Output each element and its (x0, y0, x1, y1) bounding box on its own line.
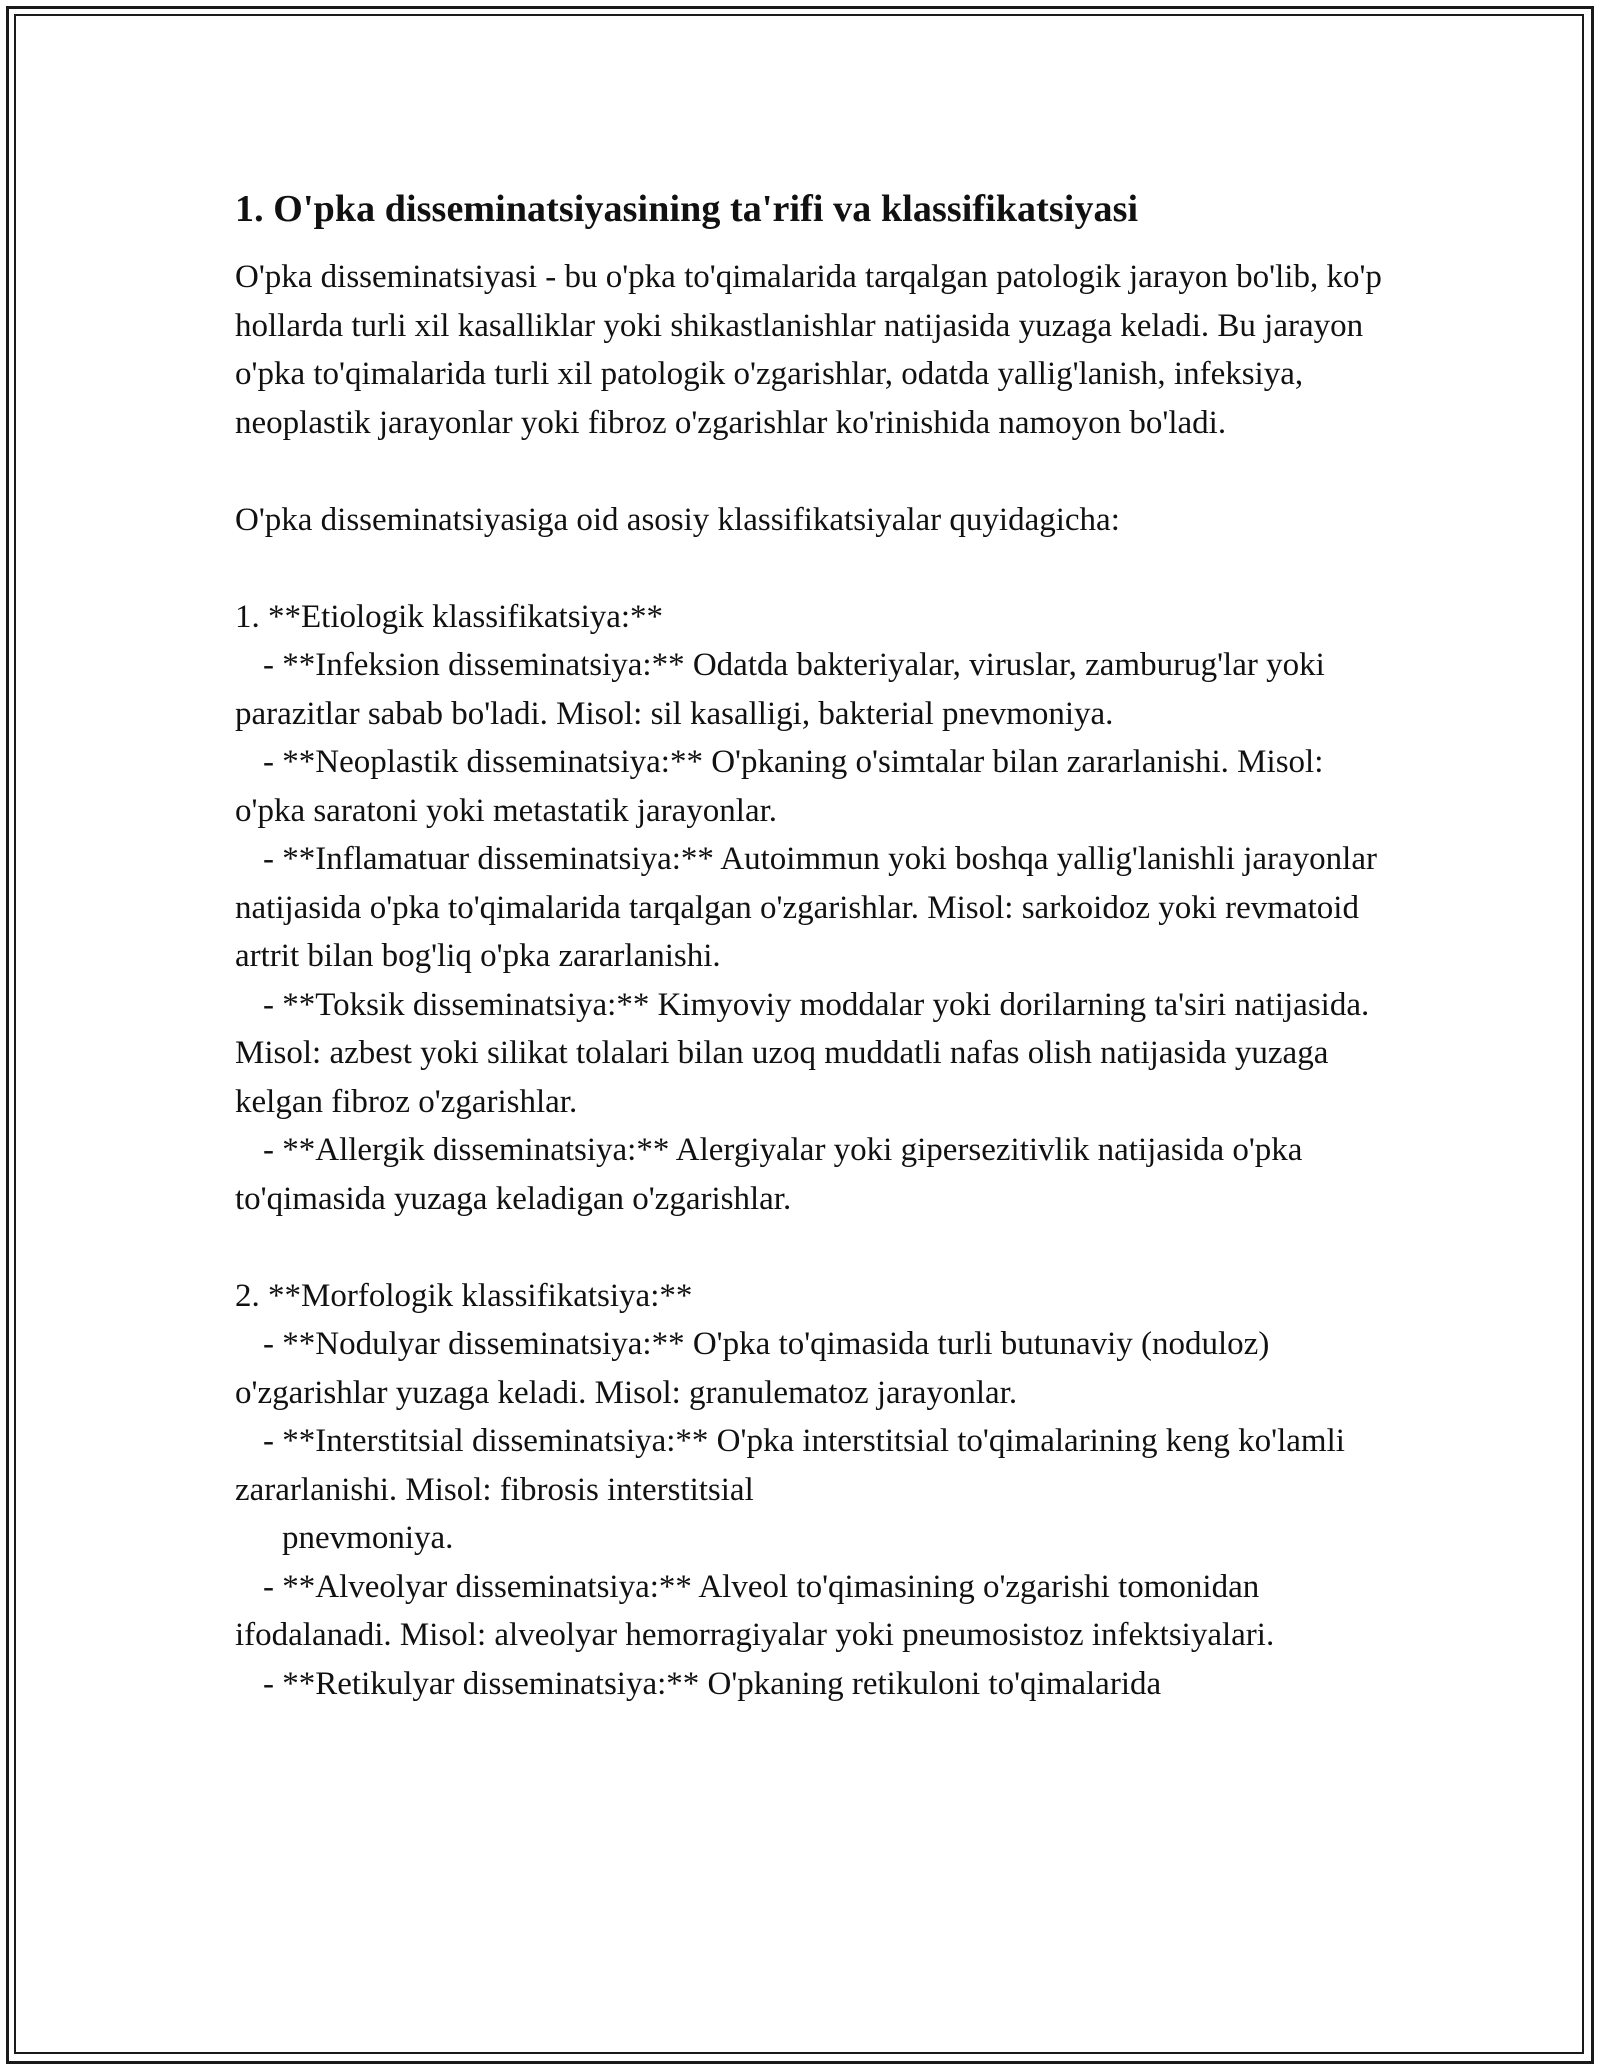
document-page (235, 185, 1391, 1708)
list-item: - **Alveolyar disseminatsiya:** Alveol to'qimasining o'zgarishi tomonidan ifodalanadi. Misol: alveolyar hemorragiyalar yoki pneumosistoz infektsiyalari. (235, 1568, 1275, 1653)
lead-paragraph: O'pka disseminatsiyasiga oid asosiy klassifikatsiyalar quyidagicha: (235, 501, 1120, 538)
list-item: - **Nodulyar disseminatsiya:** O'pka to'qimasida turli butunaviy (noduloz) o'zgarishlar yuzaga keladi. Misol: granulematoz jarayonlar. (235, 1326, 1278, 1411)
list-item: - **Infeksion disseminatsiya:** Odatda bakteriyalar, viruslar, zamburug'lar yoki parazitlar sabab bo'ladi. Misol: sil kasalligi, bakterial pnevmoniya. (235, 647, 1334, 732)
blank-line (235, 447, 1385, 496)
blank-line (235, 1223, 1385, 1272)
section-heading: 1. O'pka disseminatsiyasining ta'rifi va klassifikatsiyasi (235, 188, 1139, 230)
list-item: - **Toksik disseminatsiya:** Kimyoviy moddalar yoki dorilarning ta'siri natijasida. Misol: azbest yoki silikat tolalari bilan uzoq muddatli nafas olish natijasida yuzaga kelgan fibroz o'zgarishlar. (235, 986, 1378, 1120)
list-item: - **Interstitsial disseminatsiya:** O'pka interstitsial to'qimalarining keng ko'lamli zararlanishi. Misol: fibrosis interstitsial (235, 1423, 1354, 1508)
list-title-morphologic: 2. **Morfologik klassifikatsiya:** (235, 1277, 693, 1314)
list-item: - **Inflamatuar disseminatsiya:** Autoimmun yoki boshqa yallig'lanishli jarayonlar natijasida o'pka to'qimalarida tarqalgan o'zgarishlar. Misol: sarkoidoz yoki revmatoid artrit bilan bog'liq o'pka zararlanishi. (235, 841, 1386, 974)
intro-paragraph: O'pka disseminatsiyasi - bu o'pka to'qimalarida tarqalgan patologik jarayon bo'lib, ko'p hollarda turli xil kasalliklar yoki shikastlanishlar natijasida yuzaga keladi. Bu jarayon o'pka to'qimalarida turli xil patologik o'zgarishlar, odatda yallig'lanish, infeksiya, neoplastik jarayonlar yoki fibroz o'zgarishlar ko'rinishida namoyon bo'ladi. (235, 259, 1391, 441)
list-item-continuation: pnevmoniya. (282, 1520, 454, 1556)
list-item: - **Neoplastik disseminatsiya:** O'pkaning o'simtalar bilan zararlanishi. Misol: o'pka saratoni yoki metastatik jarayonlar. (235, 744, 1332, 829)
blank-line (235, 544, 1385, 593)
list-title-etiologic: 1. **Etiologik klassifikatsiya:** (235, 598, 664, 635)
list-item: - **Retikulyar disseminatsiya:** O'pkaning retikuloni to'qimalarida (263, 1665, 1162, 1702)
list-item: - **Allergik disseminatsiya:** Alergiyalar yoki gipersezitivlik natijasida o'pka to'qimasida yuzaga keladigan o'zgarishlar. (235, 1132, 1311, 1217)
